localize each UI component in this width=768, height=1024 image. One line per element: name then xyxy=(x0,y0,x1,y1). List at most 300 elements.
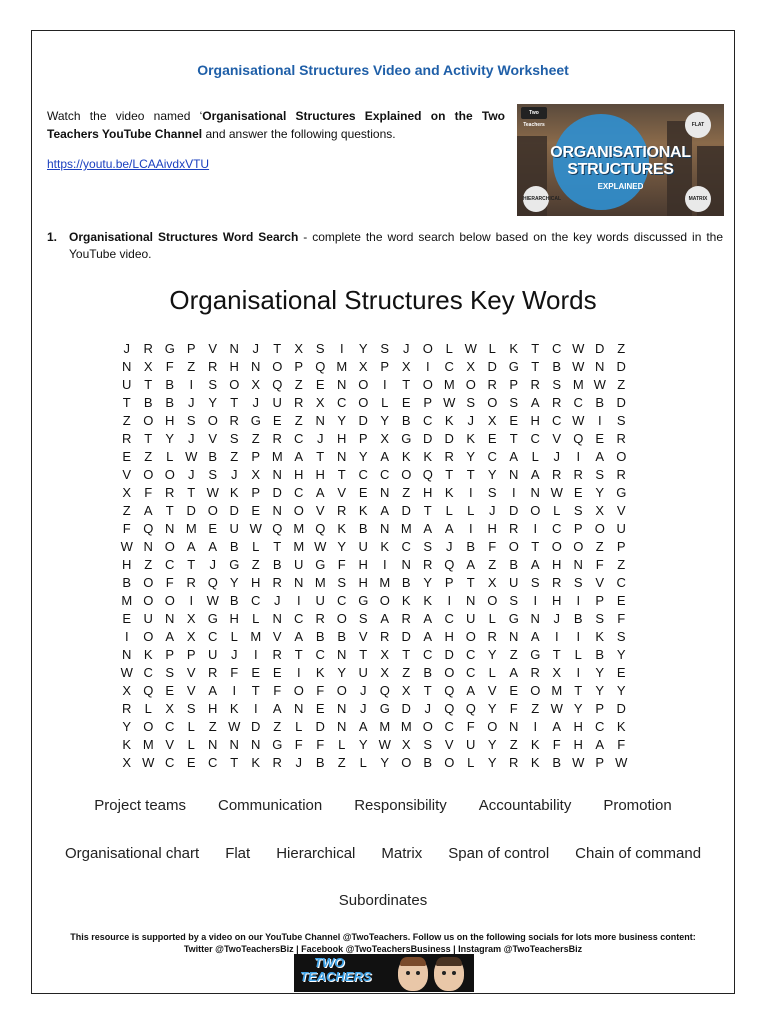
grid-cell[interactable]: H xyxy=(358,575,368,590)
grid-cell[interactable]: Y xyxy=(337,539,347,554)
grid-cell[interactable]: O xyxy=(487,593,498,608)
grid-cell[interactable]: Q xyxy=(444,701,455,716)
grid-cell[interactable]: T xyxy=(466,575,475,590)
grid-cell[interactable]: L xyxy=(445,341,453,356)
grid-cell[interactable]: X xyxy=(380,431,390,446)
grid-cell[interactable]: K xyxy=(251,755,261,770)
grid-cell[interactable]: C xyxy=(444,719,454,734)
grid-cell[interactable]: X xyxy=(122,755,132,770)
grid-cell[interactable]: Z xyxy=(230,449,239,464)
grid-cell[interactable]: G xyxy=(315,557,326,572)
grid-cell[interactable]: O xyxy=(293,503,304,518)
grid-cell[interactable]: J xyxy=(403,341,410,356)
grid-cell[interactable]: A xyxy=(466,557,476,572)
grid-cell[interactable]: C xyxy=(208,755,218,770)
grid-cell[interactable]: B xyxy=(552,755,562,770)
grid-cell[interactable]: I xyxy=(533,593,538,608)
grid-cell[interactable]: E xyxy=(573,485,583,500)
grid-cell[interactable]: O xyxy=(143,413,154,428)
grid-cell[interactable]: U xyxy=(509,575,519,590)
grid-cell[interactable]: C xyxy=(423,413,433,428)
grid-cell[interactable]: R xyxy=(401,611,411,626)
grid-cell[interactable]: S xyxy=(186,701,196,716)
grid-cell[interactable]: S xyxy=(616,629,626,644)
grid-cell[interactable]: U xyxy=(294,557,304,572)
grid-cell[interactable]: B xyxy=(552,359,562,374)
grid-cell[interactable]: G xyxy=(401,431,412,446)
grid-cell[interactable]: N xyxy=(509,629,519,644)
grid-cell[interactable]: R xyxy=(423,557,433,572)
grid-cell[interactable]: E xyxy=(251,503,261,518)
grid-cell[interactable]: R xyxy=(552,467,562,482)
grid-cell[interactable]: O xyxy=(422,341,433,356)
grid-cell[interactable]: N xyxy=(573,557,583,572)
grid-cell[interactable]: A xyxy=(466,683,476,698)
grid-cell[interactable]: M xyxy=(379,719,391,734)
grid-cell[interactable]: H xyxy=(423,485,433,500)
grid-cell[interactable]: C xyxy=(466,647,476,662)
grid-cell[interactable]: L xyxy=(252,539,260,554)
grid-cell[interactable]: S xyxy=(509,593,519,608)
grid-cell[interactable]: T xyxy=(230,755,239,770)
grid-cell[interactable]: O xyxy=(465,629,476,644)
grid-cell[interactable]: P xyxy=(595,755,605,770)
grid-cell[interactable]: H xyxy=(444,629,454,644)
grid-cell[interactable]: U xyxy=(208,647,218,662)
grid-cell[interactable]: Y xyxy=(466,449,476,464)
grid-cell[interactable]: D xyxy=(595,341,605,356)
grid-cell[interactable]: J xyxy=(188,467,195,482)
grid-cell[interactable]: F xyxy=(316,737,325,752)
grid-cell[interactable]: Y xyxy=(208,395,218,410)
grid-cell[interactable]: D xyxy=(616,359,626,374)
grid-cell[interactable]: L xyxy=(187,719,195,734)
grid-cell[interactable]: G xyxy=(508,359,519,374)
grid-cell[interactable]: D xyxy=(229,503,239,518)
grid-cell[interactable]: Q xyxy=(422,467,433,482)
grid-cell[interactable]: I xyxy=(576,449,581,464)
grid-cell[interactable]: T xyxy=(552,647,561,662)
grid-cell[interactable]: O xyxy=(573,539,584,554)
grid-cell[interactable]: M xyxy=(271,449,283,464)
grid-cell[interactable]: B xyxy=(401,575,411,590)
grid-cell[interactable]: O xyxy=(358,395,369,410)
grid-cell[interactable]: X xyxy=(487,413,497,428)
grid-cell[interactable]: R xyxy=(165,485,175,500)
grid-cell[interactable]: N xyxy=(294,575,304,590)
grid-cell[interactable]: T xyxy=(445,467,454,482)
grid-cell[interactable]: N xyxy=(595,359,605,374)
grid-cell[interactable]: T xyxy=(337,467,346,482)
grid-cell[interactable]: F xyxy=(165,575,174,590)
grid-cell[interactable]: O xyxy=(272,359,283,374)
grid-cell[interactable]: W xyxy=(228,719,241,734)
grid-cell[interactable]: A xyxy=(552,719,562,734)
grid-cell[interactable]: S xyxy=(616,413,626,428)
grid-cell[interactable]: O xyxy=(207,413,218,428)
grid-cell[interactable]: R xyxy=(444,449,454,464)
grid-cell[interactable]: U xyxy=(358,665,368,680)
grid-cell[interactable]: E xyxy=(272,665,282,680)
grid-cell[interactable]: M xyxy=(572,377,584,392)
grid-cell[interactable]: K xyxy=(315,665,325,680)
grid-cell[interactable]: L xyxy=(488,665,496,680)
grid-cell[interactable]: J xyxy=(446,539,453,554)
grid-cell[interactable]: C xyxy=(315,647,325,662)
grid-cell[interactable]: Y xyxy=(358,341,368,356)
grid-cell[interactable]: T xyxy=(251,683,260,698)
grid-cell[interactable]: H xyxy=(229,611,239,626)
grid-cell[interactable]: M xyxy=(293,521,305,536)
grid-cell[interactable]: C xyxy=(165,755,175,770)
grid-cell[interactable]: S xyxy=(165,665,175,680)
grid-cell[interactable]: U xyxy=(616,521,626,536)
grid-cell[interactable]: B xyxy=(595,395,605,410)
grid-cell[interactable]: N xyxy=(294,701,304,716)
grid-cell[interactable]: X xyxy=(186,611,196,626)
grid-cell[interactable]: V xyxy=(122,467,132,482)
grid-cell[interactable]: Z xyxy=(617,557,626,572)
grid-cell[interactable]: M xyxy=(250,629,262,644)
grid-cell[interactable]: N xyxy=(251,737,261,752)
grid-cell[interactable]: H xyxy=(229,359,239,374)
grid-cell[interactable]: L xyxy=(553,503,561,518)
grid-cell[interactable]: I xyxy=(189,377,194,392)
grid-cell[interactable]: Q xyxy=(444,683,455,698)
grid-cell[interactable]: E xyxy=(401,395,411,410)
grid-cell[interactable]: W xyxy=(206,593,219,608)
grid-cell[interactable]: V xyxy=(208,431,218,446)
grid-cell[interactable]: F xyxy=(617,737,626,752)
grid-cell[interactable]: H xyxy=(358,557,368,572)
grid-cell[interactable]: E xyxy=(315,377,325,392)
grid-cell[interactable]: A xyxy=(530,395,540,410)
grid-cell[interactable]: B xyxy=(143,395,153,410)
grid-cell[interactable]: T xyxy=(402,377,411,392)
grid-cell[interactable]: W xyxy=(142,755,155,770)
grid-cell[interactable]: G xyxy=(207,611,218,626)
grid-cell[interactable]: H xyxy=(530,413,540,428)
grid-cell[interactable]: W xyxy=(572,413,585,428)
grid-cell[interactable]: C xyxy=(294,431,304,446)
grid-cell[interactable]: Y xyxy=(595,665,605,680)
grid-cell[interactable]: Z xyxy=(617,377,626,392)
grid-cell[interactable]: C xyxy=(401,539,411,554)
grid-cell[interactable]: R xyxy=(208,359,218,374)
grid-cell[interactable]: E xyxy=(616,593,626,608)
grid-cell[interactable]: N xyxy=(229,341,239,356)
grid-cell[interactable]: F xyxy=(488,539,497,554)
grid-cell[interactable]: Y xyxy=(573,701,583,716)
grid-cell[interactable]: O xyxy=(616,449,627,464)
grid-cell[interactable]: V xyxy=(358,629,368,644)
grid-cell[interactable]: W xyxy=(120,665,133,680)
grid-cell[interactable]: P xyxy=(186,341,196,356)
grid-cell[interactable]: N xyxy=(509,719,519,734)
grid-cell[interactable]: A xyxy=(530,629,540,644)
grid-cell[interactable]: B xyxy=(229,539,239,554)
grid-cell[interactable]: L xyxy=(467,503,475,518)
grid-cell[interactable]: K xyxy=(143,647,153,662)
grid-cell[interactable]: A xyxy=(165,629,175,644)
grid-cell[interactable]: A xyxy=(294,629,304,644)
grid-cell[interactable]: J xyxy=(360,683,367,698)
grid-cell[interactable]: X xyxy=(401,359,411,374)
grid-cell[interactable]: P xyxy=(509,377,519,392)
grid-cell[interactable]: W xyxy=(550,485,563,500)
grid-cell[interactable]: R xyxy=(509,755,519,770)
grid-cell[interactable]: O xyxy=(444,755,455,770)
grid-cell[interactable]: L xyxy=(359,755,367,770)
grid-cell[interactable]: R xyxy=(552,395,562,410)
grid-cell[interactable]: K xyxy=(401,593,411,608)
grid-cell[interactable]: P xyxy=(186,647,196,662)
grid-cell[interactable]: T xyxy=(531,539,540,554)
grid-cell[interactable]: Y xyxy=(487,467,497,482)
grid-cell[interactable]: O xyxy=(143,467,154,482)
grid-cell[interactable]: J xyxy=(274,593,281,608)
grid-cell[interactable]: A xyxy=(315,485,325,500)
grid-cell[interactable]: A xyxy=(358,719,368,734)
grid-cell[interactable]: F xyxy=(230,665,239,680)
grid-cell[interactable]: I xyxy=(533,719,538,734)
grid-cell[interactable]: P xyxy=(595,701,605,716)
grid-cell[interactable]: J xyxy=(209,557,216,572)
grid-cell[interactable]: F xyxy=(509,701,518,716)
grid-cell[interactable]: N xyxy=(122,359,132,374)
grid-cell[interactable]: D xyxy=(423,431,433,446)
grid-cell[interactable]: N xyxy=(466,593,476,608)
grid-cell[interactable]: A xyxy=(208,683,218,698)
grid-cell[interactable]: Y xyxy=(487,701,497,716)
grid-cell[interactable]: M xyxy=(314,575,326,590)
grid-cell[interactable]: W xyxy=(314,539,327,554)
grid-cell[interactable]: S xyxy=(466,395,476,410)
grid-cell[interactable]: F xyxy=(617,611,626,626)
grid-cell[interactable]: V xyxy=(208,341,218,356)
grid-cell[interactable]: W xyxy=(593,377,606,392)
grid-cell[interactable]: I xyxy=(253,701,258,716)
grid-cell[interactable]: U xyxy=(272,395,282,410)
grid-cell[interactable]: K xyxy=(423,449,433,464)
grid-cell[interactable]: P xyxy=(358,431,368,446)
grid-cell[interactable]: F xyxy=(144,485,153,500)
grid-cell[interactable]: I xyxy=(253,647,258,662)
grid-cell[interactable]: D xyxy=(444,647,454,662)
grid-cell[interactable]: R xyxy=(337,503,347,518)
grid-cell[interactable]: Y xyxy=(595,485,605,500)
grid-cell[interactable]: Z xyxy=(337,755,346,770)
grid-cell[interactable]: E xyxy=(358,485,368,500)
grid-cell[interactable]: G xyxy=(379,701,390,716)
grid-cell[interactable]: C xyxy=(358,467,368,482)
wordsearch-grid[interactable] xyxy=(116,340,632,772)
grid-cell[interactable]: X xyxy=(315,395,325,410)
video-thumbnail[interactable] xyxy=(517,104,724,216)
grid-cell[interactable]: J xyxy=(553,611,560,626)
grid-cell[interactable]: T xyxy=(230,395,239,410)
grid-cell[interactable]: N xyxy=(337,449,347,464)
grid-cell[interactable]: B xyxy=(573,611,583,626)
grid-cell[interactable]: M xyxy=(121,593,133,608)
grid-cell[interactable]: P xyxy=(444,575,454,590)
grid-cell[interactable]: Z xyxy=(531,701,540,716)
grid-cell[interactable]: W xyxy=(572,755,585,770)
grid-cell[interactable]: R xyxy=(186,575,196,590)
grid-cell[interactable]: P xyxy=(251,449,261,464)
grid-cell[interactable]: R xyxy=(272,647,282,662)
grid-cell[interactable]: O xyxy=(336,683,347,698)
grid-cell[interactable]: N xyxy=(208,737,218,752)
grid-cell[interactable]: T xyxy=(466,467,475,482)
grid-cell[interactable]: I xyxy=(382,377,387,392)
grid-cell[interactable]: U xyxy=(466,737,476,752)
grid-cell[interactable]: R xyxy=(122,431,132,446)
grid-cell[interactable]: J xyxy=(252,341,259,356)
grid-cell[interactable]: E xyxy=(595,431,605,446)
grid-cell[interactable]: F xyxy=(165,359,174,374)
grid-cell[interactable]: L xyxy=(144,701,152,716)
grid-cell[interactable]: R xyxy=(208,665,218,680)
grid-cell[interactable]: P xyxy=(165,647,175,662)
grid-cell[interactable]: W xyxy=(378,737,391,752)
grid-cell[interactable]: R xyxy=(616,431,626,446)
grid-cell[interactable]: K xyxy=(444,485,454,500)
grid-cell[interactable]: R xyxy=(272,755,282,770)
grid-cell[interactable]: K xyxy=(616,719,626,734)
grid-cell[interactable]: V xyxy=(272,629,282,644)
grid-cell[interactable]: N xyxy=(401,557,411,572)
grid-cell[interactable]: T xyxy=(187,557,196,572)
grid-cell[interactable]: B xyxy=(272,557,282,572)
grid-cell[interactable]: O xyxy=(444,665,455,680)
grid-cell[interactable]: X xyxy=(251,377,261,392)
grid-cell[interactable]: G xyxy=(508,611,519,626)
grid-cell[interactable]: B xyxy=(165,395,175,410)
grid-cell[interactable]: Y xyxy=(616,647,626,662)
grid-cell[interactable]: B xyxy=(509,557,519,572)
grid-cell[interactable]: L xyxy=(467,755,475,770)
grid-cell[interactable]: J xyxy=(188,431,195,446)
grid-cell[interactable]: J xyxy=(123,341,130,356)
grid-cell[interactable]: N xyxy=(229,737,239,752)
grid-cell[interactable]: I xyxy=(576,665,581,680)
grid-cell[interactable]: S xyxy=(208,467,218,482)
grid-cell[interactable]: M xyxy=(336,359,348,374)
grid-cell[interactable]: R xyxy=(509,521,519,536)
grid-cell[interactable]: K xyxy=(229,701,239,716)
grid-cell[interactable]: L xyxy=(531,449,539,464)
grid-cell[interactable]: Z xyxy=(273,719,282,734)
video-link[interactable]: https://youtu.be/LCAAivdxVTU xyxy=(47,157,210,171)
grid-cell[interactable]: L xyxy=(230,629,238,644)
grid-cell[interactable]: S xyxy=(186,413,196,428)
grid-cell[interactable]: V xyxy=(444,737,454,752)
grid-cell[interactable]: Q xyxy=(143,683,154,698)
grid-cell[interactable]: R xyxy=(487,377,497,392)
grid-cell[interactable]: K xyxy=(401,449,411,464)
grid-cell[interactable]: V xyxy=(165,737,175,752)
grid-cell[interactable]: H xyxy=(294,467,304,482)
grid-cell[interactable]: Y xyxy=(337,413,347,428)
grid-cell[interactable]: F xyxy=(273,683,282,698)
grid-cell[interactable]: R xyxy=(487,629,497,644)
grid-cell[interactable]: N xyxy=(315,413,325,428)
grid-cell[interactable]: A xyxy=(143,503,153,518)
grid-cell[interactable]: T xyxy=(187,485,196,500)
grid-cell[interactable]: W xyxy=(615,755,628,770)
grid-cell[interactable]: L xyxy=(187,737,195,752)
grid-cell[interactable]: P xyxy=(294,359,304,374)
grid-cell[interactable]: O xyxy=(143,593,154,608)
grid-cell[interactable]: H xyxy=(573,737,583,752)
grid-cell[interactable]: R xyxy=(530,377,540,392)
grid-cell[interactable]: C xyxy=(165,719,175,734)
grid-cell[interactable]: Y xyxy=(358,449,368,464)
grid-cell[interactable]: V xyxy=(186,683,196,698)
grid-cell[interactable]: O xyxy=(143,719,154,734)
grid-cell[interactable]: Q xyxy=(315,359,326,374)
grid-cell[interactable]: A xyxy=(186,539,196,554)
grid-cell[interactable]: P xyxy=(616,539,626,554)
grid-cell[interactable]: A xyxy=(595,449,605,464)
grid-cell[interactable]: D xyxy=(358,413,368,428)
grid-cell[interactable]: I xyxy=(425,359,430,374)
grid-cell[interactable]: N xyxy=(143,539,153,554)
grid-cell[interactable]: G xyxy=(272,737,283,752)
grid-cell[interactable]: E xyxy=(487,431,497,446)
grid-cell[interactable]: W xyxy=(443,395,456,410)
grid-cell[interactable]: K xyxy=(595,629,605,644)
grid-cell[interactable]: H xyxy=(165,413,175,428)
grid-cell[interactable]: W xyxy=(572,359,585,374)
grid-cell[interactable]: N xyxy=(165,521,175,536)
grid-cell[interactable]: Q xyxy=(315,521,326,536)
grid-cell[interactable]: V xyxy=(487,683,497,698)
grid-cell[interactable]: O xyxy=(293,683,304,698)
grid-cell[interactable]: T xyxy=(144,377,153,392)
grid-cell[interactable]: T xyxy=(359,647,368,662)
grid-cell[interactable]: O xyxy=(401,467,412,482)
grid-cell[interactable]: V xyxy=(552,431,562,446)
grid-cell[interactable]: B xyxy=(122,575,132,590)
grid-cell[interactable]: A xyxy=(380,611,390,626)
grid-cell[interactable]: S xyxy=(573,503,583,518)
grid-cell[interactable]: K xyxy=(122,737,132,752)
grid-cell[interactable]: X xyxy=(143,359,153,374)
grid-cell[interactable]: M xyxy=(400,719,412,734)
grid-cell[interactable]: B xyxy=(423,755,433,770)
grid-cell[interactable]: B xyxy=(423,665,433,680)
grid-cell[interactable]: W xyxy=(206,485,219,500)
grid-cell[interactable]: I xyxy=(232,683,237,698)
grid-cell[interactable]: U xyxy=(229,521,239,536)
grid-cell[interactable]: Z xyxy=(488,557,497,572)
grid-cell[interactable]: B xyxy=(337,629,347,644)
grid-cell[interactable]: K xyxy=(423,593,433,608)
grid-cell[interactable]: I xyxy=(296,593,301,608)
grid-cell[interactable]: T xyxy=(423,503,432,518)
grid-cell[interactable]: L xyxy=(574,647,582,662)
grid-cell[interactable]: R xyxy=(530,665,540,680)
grid-cell[interactable]: R xyxy=(616,467,626,482)
grid-cell[interactable]: O xyxy=(465,377,476,392)
grid-cell[interactable]: A xyxy=(423,521,433,536)
grid-cell[interactable]: P xyxy=(380,359,390,374)
grid-cell[interactable]: L xyxy=(381,395,389,410)
grid-cell[interactable]: N xyxy=(337,647,347,662)
grid-cell[interactable]: T xyxy=(316,449,325,464)
